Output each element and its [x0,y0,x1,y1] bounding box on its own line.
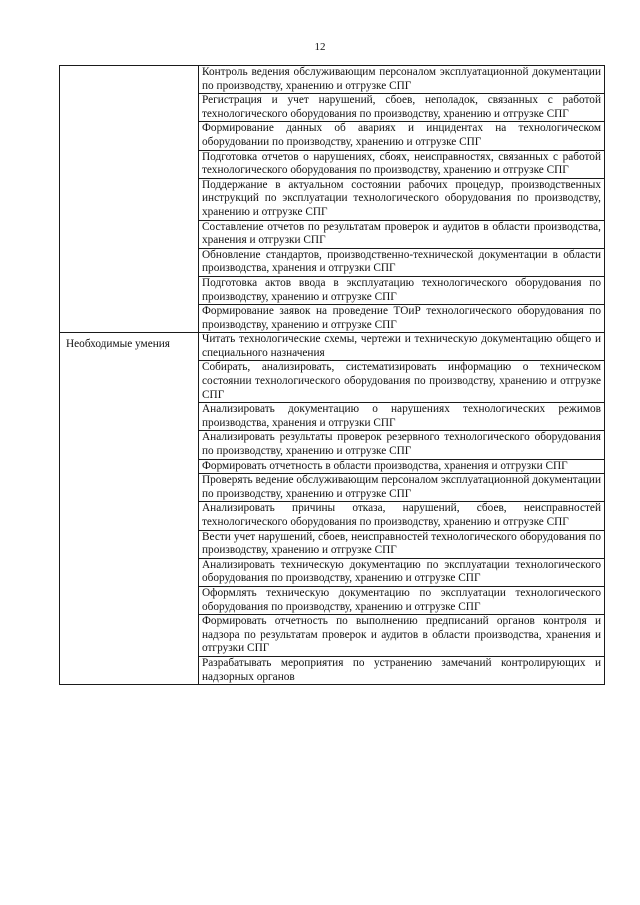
page-number: 12 [314,41,326,53]
table-cell-action: Поддержание в актуальном состоянии рабочих процедур, производственных инструкций по эксплуатации технологического оборудования по производству, хранению и отгрузке СПГ [199,178,605,220]
section-label-skills: Необходимые умения [60,333,199,685]
table-cell-skill: Собирать, анализировать, систематизировать информацию о техническом состоянии технологического оборудования по производству, хранению и отгрузке СПГ [199,361,605,403]
table-cell-skill: Анализировать результаты проверок резервного технологического оборудования по производству, хранению и отгрузке СПГ [199,431,605,459]
table-cell-action: Обновление стандартов, производственно-технической документации в области производства, хранения и отгрузки СПГ [199,248,605,276]
table-cell-action: Подготовка отчетов о нарушениях, сбоях, неисправностях, связанных с работой технологического оборудования по производству, хранению и отгрузке СПГ [199,150,605,178]
table-cell-skill: Анализировать техническую документацию по эксплуатации технологического оборудования по производству, хранению и отгрузке СПГ [199,558,605,586]
table-row [60,66,605,94]
table-cell-skill: Вести учет нарушений, сбоев, неисправностей технологического оборудования по производству, хранению и отгрузке СПГ [199,530,605,558]
table-cell-action: Формирование заявок на проведение ТОиР технологического оборудования по производству, хранению и отгрузке СПГ [199,305,605,333]
table-cell-skill: Проверять ведение обслуживающим персоналом эксплуатационной документации по производству, хранению и отгрузке СПГ [199,474,605,502]
table-cell-skill: Формировать отчетность по выполнению предписаний органов контроля и надзора по результатам проверок и аудитов в области производства, хранения и отгрузки СПГ [199,615,605,657]
table-cell-skill: Читать технологические схемы, чертежи и техническую документацию общего и специального назначения [199,333,605,361]
table-cell-action: Регистрация и учет нарушений, сбоев, неполадок, связанных с работой технологического оборудования по производству, хранению и отгрузке СПГ [199,94,605,122]
table-cell-action: Подготовка актов ввода в эксплуатацию технологического оборудования по производству, хранению и отгрузке СПГ [199,276,605,304]
table-cell-action: Формирование данных об авариях и инцидентах на технологическом оборудовании по производству, хранению и отгрузке СПГ [199,122,605,150]
table-cell-skill: Разрабатывать мероприятия по устранению замечаний контролирующих и надзорных органов [199,656,605,684]
section-label-empty [60,66,199,333]
table-row [60,333,605,361]
table-cell-skill: Формировать отчетность в области производства, хранения и отгрузки СПГ [199,459,605,474]
requirements-table [59,65,605,685]
table-cell-skill: Анализировать причины отказа, нарушений, сбоев, неисправностей технологического оборудования по производству, хранению и отгрузке СПГ [199,502,605,530]
table-cell-skill: Оформлять техническую документацию по эксплуатации технологического оборудования по производству, хранению и отгрузке СПГ [199,586,605,614]
table-cell-skill: Анализировать документацию о нарушениях технологических режимов производства, хранения и отгрузки СПГ [199,403,605,431]
table-cell-action: Составление отчетов по результатам проверок и аудитов в области производства, хранения и отгрузки СПГ [199,220,605,248]
table-cell-action: Контроль ведения обслуживающим персоналом эксплуатационной документации по производству, хранению и отгрузке СПГ [199,66,605,94]
table-body [60,66,605,685]
